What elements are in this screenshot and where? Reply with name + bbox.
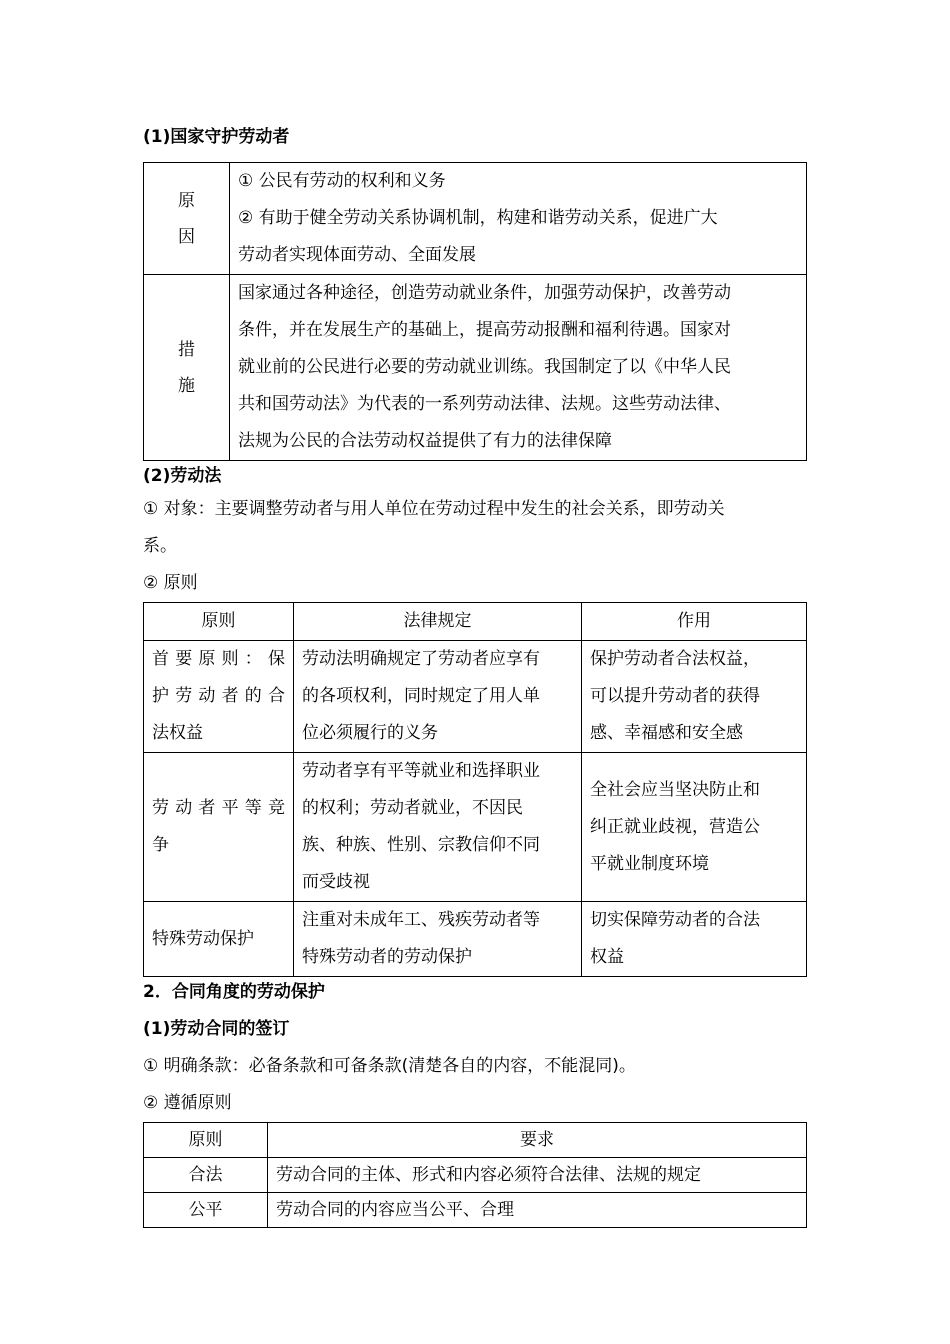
effect-cell: 全社会应当坚决防止和 纠正就业歧视，营造公 平就业制度环境 — [582, 753, 807, 902]
principle-cell: 合法 — [144, 1158, 268, 1193]
column-header-law: 法律规定 — [294, 603, 582, 641]
section-heading-state-protects-workers: (1)国家守护劳动者 — [143, 127, 290, 147]
principle-cell: 公平 — [144, 1193, 268, 1228]
law-cell: 注重对未成年工、残疾劳动者等 特殊劳动者的劳动保护 — [294, 902, 582, 977]
measures-content: 国家通过各种途径，创造劳动就业条件，加强劳动保护，改善劳动 条件，并在发展生产的基础上，提高劳动报酬和福利待遇。国家对 就业前的公民进行必要的劳动就业训练。我国制定了以《中华人民 共和国劳动法》为代表的一系列劳动法律、法规。这些劳动法律、 法规为公民的合法劳动权益提供了有力的法律保障 — [230, 275, 807, 461]
section-heading-contract-protection: 2．合同角度的劳动保护 — [143, 982, 325, 1002]
principle-cell: 劳动者平等竞 争 — [144, 753, 294, 902]
contract-signing-heading: (1)劳动合同的签订 — [143, 1019, 290, 1039]
labor-law-object-line2: 系。 — [143, 536, 177, 556]
effect-cell: 切实保障劳动者的合法 权益 — [582, 902, 807, 977]
section-heading-labor-law: (2)劳动法 — [143, 466, 222, 486]
table-row — [144, 641, 807, 753]
law-cell: 劳动法明确规定了劳动者应享有 的各项权利，同时规定了用人单 位必须履行的义务 — [294, 641, 582, 753]
column-header-principle: 原则 — [144, 1123, 268, 1158]
principle-cell: 特殊劳动保护 — [144, 902, 294, 977]
table-row-reason — [144, 163, 807, 275]
table-row — [144, 902, 807, 977]
reason-content: ① 公民有劳动的权利和义务 ② 有助于健全劳动关系协调机制，构建和谐劳动关系，促进广大 劳动者实现体面劳动、全面发展 — [230, 163, 807, 275]
table-row-measures — [144, 275, 807, 461]
reason-label: 原 因 — [144, 163, 230, 275]
state-protection-table — [143, 162, 807, 461]
requirement-cell: 劳动合同的内容应当公平、合理 — [268, 1193, 807, 1228]
column-header-principle: 原则 — [144, 603, 294, 641]
table-row — [144, 753, 807, 902]
labor-law-object-line1: ① 对象：主要调整劳动者与用人单位在劳动过程中发生的社会关系，即劳动关 — [143, 499, 725, 519]
contract-principles-table — [143, 1122, 807, 1228]
law-cell: 劳动者享有平等就业和选择职业 的权利；劳动者就业，不因民 族、种族、性别、宗教信仰不同 而受歧视 — [294, 753, 582, 902]
principle-cell: 首要原则：保 护劳动者的合 法权益 — [144, 641, 294, 753]
table-header-row — [144, 603, 807, 641]
effect-cell: 保护劳动者合法权益， 可以提升劳动者的获得 感、幸福感和安全感 — [582, 641, 807, 753]
contract-follow-heading: ② 遵循原则 — [143, 1093, 232, 1113]
labor-law-principles-table — [143, 602, 807, 977]
table-row — [144, 1193, 807, 1228]
contract-clause-line: ① 明确条款：必备条款和可备条款(清楚各自的内容，不能混同)。 — [143, 1056, 636, 1076]
measures-label: 措 施 — [144, 275, 230, 461]
table-row — [144, 1158, 807, 1193]
table-header-row — [144, 1123, 807, 1158]
column-header-effect: 作用 — [582, 603, 807, 641]
document-page — [143, 122, 807, 1228]
requirement-cell: 劳动合同的主体、形式和内容必须符合法律、法规的规定 — [268, 1158, 807, 1193]
column-header-requirement: 要求 — [268, 1123, 807, 1158]
labor-law-principle-heading: ② 原则 — [143, 573, 198, 593]
